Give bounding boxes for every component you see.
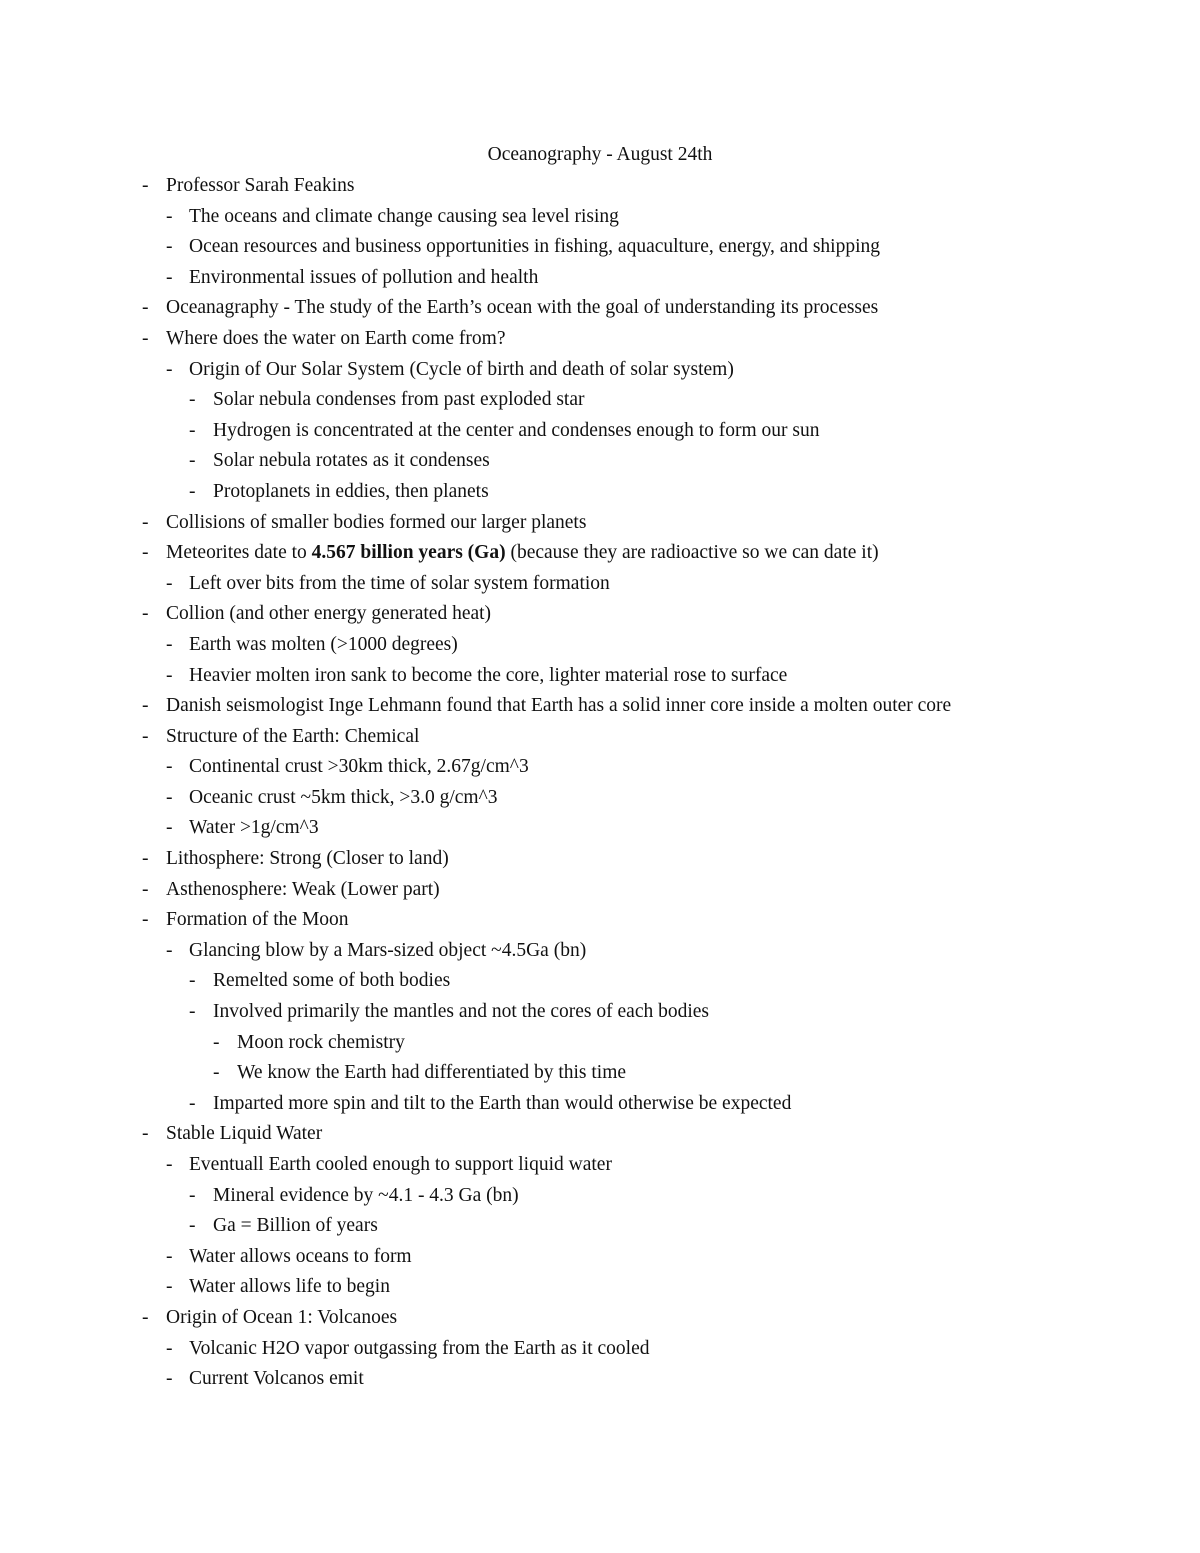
bullet-item (0, 508, 1200, 539)
bullet-text: Earth was molten (>1000 degrees) (189, 633, 458, 655)
bullet-dash: - (166, 664, 173, 686)
document-title: Oceanography - August 24th (487, 144, 713, 165)
bullet-item (0, 385, 1200, 416)
bullet-text: Solar nebula condenses from past exploded star (213, 389, 585, 411)
bullet-text: Protoplanets in eddies, then planets (213, 480, 489, 502)
bullet-text: Current Volcanos emit (189, 1368, 364, 1390)
bullet-dash: - (142, 175, 149, 196)
bullet-dash: - (166, 1245, 173, 1267)
bullet-dash: - (142, 327, 149, 349)
bullet-item (0, 630, 1200, 661)
bullet-item (0, 875, 1200, 906)
bullet-dash: - (142, 297, 149, 319)
bullet-dash: - (189, 419, 196, 441)
bullet-item (0, 813, 1200, 844)
bullet-text: Origin of Our Solar System (Cycle of birth and death of solar system) (189, 358, 734, 380)
bullet-text: We know the Earth had differentiated by this time (237, 1062, 627, 1084)
bullet-text: Mineral evidence by ~4.1 - 4.3 Ga (bn) (213, 1184, 519, 1206)
bullet-dash: - (166, 1276, 173, 1298)
bullet-text: Origin of Ocean 1: Volcanoes (166, 1306, 398, 1328)
bullet-item (0, 324, 1200, 355)
bullet-dash: - (166, 939, 173, 961)
bullet-item (0, 1364, 1200, 1395)
bullet-text: Ocean resources and business opportunities in fishing, aquaculture, energy, and shipping (189, 236, 881, 258)
bullet-item (0, 538, 1200, 569)
bullet-item (0, 691, 1200, 722)
bullet-text: Heavier molten iron sank to become the core, lighter material rose to surface (189, 664, 788, 686)
bullet-dash: - (166, 358, 173, 380)
bullet-dash: - (166, 1154, 173, 1175)
bullet-item (0, 1058, 1200, 1089)
bullet-text: Asthenosphere: Weak (Lower part) (166, 878, 440, 900)
bullet-dash: - (142, 1123, 149, 1145)
bullet-dash: - (166, 756, 173, 778)
bullet-dash: - (213, 1031, 220, 1053)
notes-list (0, 171, 1200, 1395)
bullet-item (0, 966, 1200, 997)
bullet-item (0, 171, 1200, 202)
bullet-dash: - (189, 389, 196, 411)
bullet-text: Oceanic crust ~5km thick, >3.0 g/cm^3 (189, 786, 498, 808)
bullet-dash: - (166, 786, 173, 808)
bullet-dash: - (142, 603, 149, 625)
bullet-text: Water allows life to begin (189, 1276, 390, 1298)
bullet-text: Professor Sarah Feakins (166, 175, 355, 196)
bullet-dash: - (166, 236, 173, 258)
bullet-text: Oceanagraphy - The study of the Earth’s ocean with the goal of understanding its processes (166, 297, 879, 319)
bullet-text: Collion (and other energy generated heat) (166, 603, 492, 625)
bullet-text: Lithosphere: Strong (Closer to land) (166, 848, 449, 870)
bullet-text: Imparted more spin and tilt to the Earth than would otherwise be expected (213, 1092, 792, 1114)
bullet-item (0, 293, 1200, 324)
bullet-item (0, 1211, 1200, 1242)
bullet-item (0, 355, 1200, 386)
bullet-text: Environmental issues of pollution and health (189, 266, 539, 288)
bullet-text: Collisions of smaller bodies formed our larger planets (166, 511, 587, 533)
bullet-text: Water allows oceans to form (189, 1245, 412, 1267)
bullet-text: Eventuall Earth cooled enough to support liquid water (189, 1154, 612, 1175)
bullet-text: Remelted some of both bodies (213, 970, 451, 992)
bullet-dash: - (189, 1184, 196, 1206)
bullet-text: Where does the water on Earth come from? (166, 327, 506, 349)
bullet-item (0, 1028, 1200, 1059)
bullet-text: Continental crust >30km thick, 2.67g/cm^3 (189, 756, 529, 778)
bullet-dash: - (166, 1368, 173, 1390)
bullet-item (0, 1181, 1200, 1212)
bullet-text: Stable Liquid Water (166, 1123, 323, 1145)
bullet-text: Formation of the Moon (166, 909, 349, 931)
bullet-dash: - (142, 1306, 149, 1328)
bullet-dash: - (142, 511, 149, 533)
bullet-text: Volcanic H2O vapor outgassing from the Earth as it cooled (189, 1337, 650, 1359)
bullet-item (0, 997, 1200, 1028)
bullet-dash: - (213, 1062, 220, 1084)
bullet-dash: - (189, 450, 196, 472)
bullet-dash: - (189, 1215, 196, 1237)
bullet-text: Glancing blow by a Mars-sized object ~4.5Ga (bn) (189, 939, 587, 961)
bullet-text: Danish seismologist Inge Lehmann found that Earth has a solid inner core inside a molten outer core (166, 695, 952, 717)
bullet-dash: - (166, 205, 173, 227)
bullet-dash: - (166, 633, 173, 655)
bullet-text: Solar nebula rotates as it condenses (213, 450, 490, 472)
bullet-text-segment: Meteorites date to (166, 542, 312, 564)
bullet-item (0, 783, 1200, 814)
bullet-dash: - (166, 572, 173, 594)
bullet-dash: - (166, 817, 173, 839)
bullet-text (166, 538, 879, 569)
bold-emphasis: 4.567 billion years (Ga) (311, 542, 506, 564)
bullet-text: Ga = Billion of years (213, 1215, 378, 1237)
bullet-item (0, 1334, 1200, 1365)
bullet-item (0, 1119, 1200, 1150)
bullet-item (0, 599, 1200, 630)
bullet-dash: - (142, 695, 149, 717)
bullet-item (0, 446, 1200, 477)
bullet-dash: - (189, 970, 196, 992)
bullet-dash: - (142, 725, 149, 747)
bullet-dash: - (142, 878, 149, 900)
bullet-item (0, 1272, 1200, 1303)
bullet-item (0, 202, 1200, 233)
bullet-dash: - (142, 848, 149, 870)
bullet-item (0, 936, 1200, 967)
bullet-dash: - (142, 542, 149, 564)
bullet-text: Structure of the Earth: Chemical (166, 725, 420, 747)
bullet-dash: - (189, 480, 196, 502)
bullet-dash: - (166, 266, 173, 288)
bullet-dash: - (166, 1337, 173, 1359)
bullet-item (0, 844, 1200, 875)
bullet-text: Water >1g/cm^3 (189, 817, 319, 839)
bullet-item (0, 416, 1200, 447)
bullet-text: Involved primarily the mantles and not the cores of each bodies (213, 1001, 710, 1023)
bullet-item (0, 1089, 1200, 1120)
bullet-item (0, 477, 1200, 508)
bullet-text-segment: (because they are radioactive so we can date it) (505, 542, 879, 564)
bullet-item (0, 722, 1200, 753)
bullet-text: Left over bits from the time of solar system formation (189, 572, 610, 594)
bullet-text: Hydrogen is concentrated at the center and condenses enough to form our sun (213, 419, 820, 441)
bullet-item (0, 569, 1200, 600)
bullet-dash: - (142, 909, 149, 931)
bullet-item (0, 661, 1200, 692)
bullet-item (0, 263, 1200, 294)
bullet-item (0, 752, 1200, 783)
bullet-dash: - (189, 1001, 196, 1023)
bullet-text: Moon rock chemistry (237, 1031, 405, 1053)
bullet-item (0, 905, 1200, 936)
bullet-item (0, 1303, 1200, 1334)
bullet-item (0, 232, 1200, 263)
bullet-item (0, 1150, 1200, 1181)
bullet-item (0, 1242, 1200, 1273)
bullet-dash: - (189, 1092, 196, 1114)
bullet-text: The oceans and climate change causing sea level rising (189, 205, 619, 227)
